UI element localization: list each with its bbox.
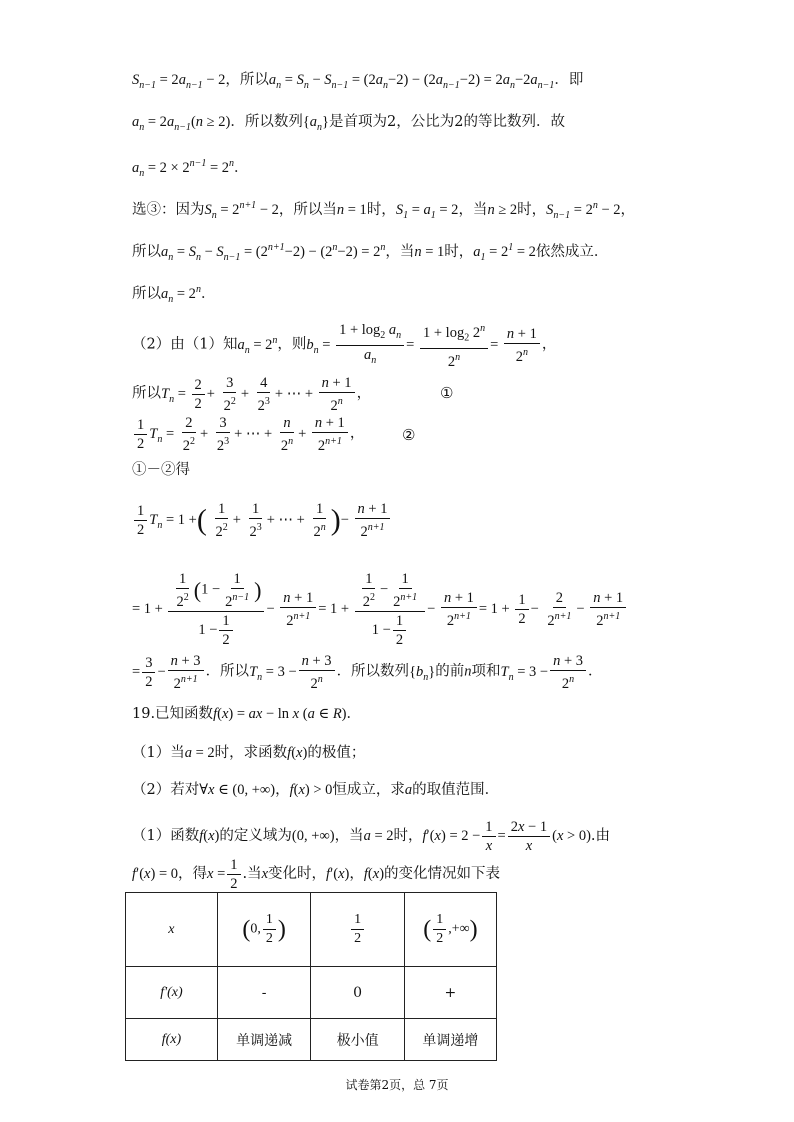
- line-half-Tn: $\frac{1}{2}$ $T_n$ = $\frac{2}{2^2}$ + $\frac{3}{2^3}$ + ⋯ + $\frac{n}{2^n}$ + $\frac{n + 1}{2^{n+1}}$ ，: [132, 414, 364, 455]
- solution-19-critical: f′(x) = 0，得x = $\frac{1}{2}$ .当x变化时，f′(x)，f(x)的变化情况如下表: [132, 857, 501, 892]
- table-cell: 单调递增: [404, 1019, 496, 1061]
- line-part2-bn: （2）由（1）知$a_n = 2^n$，则$b_n$ = $\frac{1 + \log_2 a_n}{a_n}$ = $\frac{1 + \log_2 2^n}{2^n}$ = $\frac{n + 1}{2^n}$ ，: [132, 321, 557, 370]
- table-cell: -: [217, 967, 311, 1019]
- line-series-sum: = 1 + $\frac{1}{2^2}$ (1 − $\frac{1}{2^{n-1}}$ ) 1 − $\frac{1}{2}$ − $\frac{n + 1}{2^{n+1}}$ = 1 + $\frac{1}{2^2}$ − $\frac{1}{2^{n+1}}$ 1 − $\frac{1}{2}$ − $\frac{n + 1}{2^{n+1}}$ = 1 + $\frac{1}{2}$ − $\frac{2}{2^{n+1}}$ − $\frac{n + 1}{2^{n+1}}$: [132, 570, 628, 649]
- table-cell: f'(x): [126, 967, 218, 1019]
- table-row: [126, 967, 497, 1019]
- line-option3: 选③：因为$S_n = 2^{n+1} - 2$，所以当n = 1时，$S_1 = a_1 = 2$，当n ≥ 2时，$S_{n-1} = 2^n - 2$，: [132, 200, 636, 221]
- variation-table: [125, 892, 497, 1061]
- line-Tn: 所以$T_n$ = $\frac{2}{2}$ + $\frac{3}{2^2}$ + $\frac{4}{2^3}$ + ⋯ + $\frac{n + 1}{2^n}$ ，: [132, 375, 372, 414]
- table-cell: f(x): [126, 1019, 218, 1061]
- solution-19-part1: （1）函数f(x)的定义域为(0, +∞)，当a = 2时，f′(x) = 2 − $\frac{1}{x}$ = $\frac{2x - 1}{x}$ (x > 0).由: [132, 819, 611, 854]
- table-cell: x: [126, 893, 218, 967]
- table-row: [126, 1019, 497, 1061]
- table-cell: (0, $\frac{1}{2}$ ): [217, 893, 311, 967]
- line-subtract: ①－②得: [132, 462, 190, 478]
- page-footer: 试卷第2页，总 7页: [345, 1078, 449, 1092]
- line-option3-derive: 所以$a_n = S_n - S_{n-1} = (2^{n+1}-2) - (2^n-2) = 2^n$，当n = 1时，$a_1 = 2^1 = 2$依然成立．: [132, 242, 609, 263]
- equation-mark-1: ①: [440, 384, 454, 402]
- table-cell: 单调递减: [217, 1019, 311, 1061]
- table-cell: ( $\frac{1}{2}$ ,+∞): [404, 893, 496, 967]
- equation-mark-2: ②: [402, 426, 416, 444]
- question-19-part2: （2）若对∀x ∈ (0, +∞)，f(x) > 0恒成立，求a的取值范围．: [132, 782, 500, 798]
- table-cell: 极小值: [311, 1019, 404, 1061]
- table-row: [126, 893, 497, 967]
- table-cell: $\frac{1}{2}$: [311, 893, 404, 967]
- line-recurrence: $S_{n-1} = 2a_{n-1} - 2$，所以$a_n = S_n - S_{n-1} = (2a_n-2) - (2a_{n-1}-2) = 2a_n-2a_{n-1}$．即: [132, 72, 584, 91]
- table-cell: 0: [311, 967, 404, 1019]
- table-cell: +: [404, 967, 496, 1019]
- question-19-part1: （1）当a = 2时，求函数f(x)的极值；: [132, 745, 366, 761]
- line-Tn-result: = $\frac{3}{2}$ − $\frac{n + 3}{2^{n+1}}$ ．所以$T_n = 3$ − $\frac{n + 3}{2^n}$ ．所以数列$\{b_n\}$的前n项和$T_n = 3$ − $\frac{n + 3}{2^n}$ ．: [132, 653, 603, 692]
- question-19: 19.已知函数f(x) = ax − ln x (a ∈ R)．: [132, 706, 362, 722]
- line-subtract-result: $\frac{1}{2}$ $T_n = 1$ +( $\frac{1}{2^2}$ + $\frac{1}{2^3}$ + ⋯ + $\frac{1}{2^n}$ )− $\frac{n + 1}{2^{n+1}}$: [132, 500, 392, 541]
- line-an-result: $a_n = 2 \times 2^{n-1} = 2^n$．: [132, 158, 249, 179]
- line-option3-result: 所以$a_n = 2^n$．: [132, 284, 216, 305]
- line-geometric: $a_n = 2a_{n-1}(n \ge 2)$．所以数列$\{a_n\}$是首项为2，公比为2的等比数列．故: [132, 114, 565, 133]
